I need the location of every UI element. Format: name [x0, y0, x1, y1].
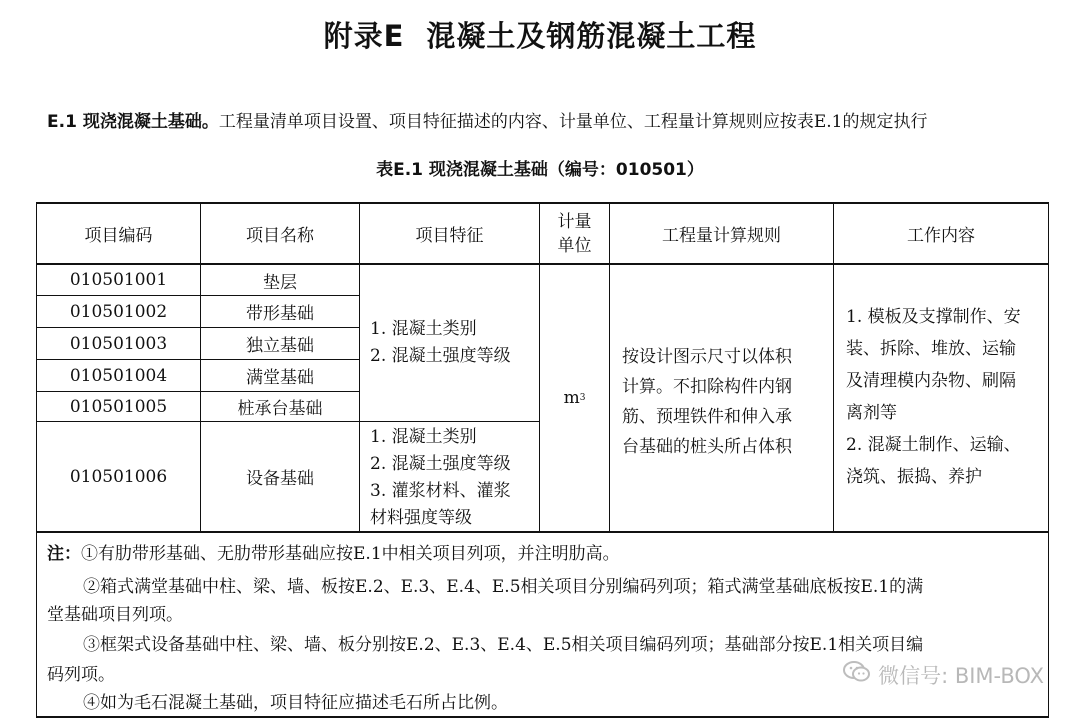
- table-row-code: 010501005: [69, 396, 168, 417]
- wechat-icon: [842, 659, 872, 690]
- feature-group-b: 1. 混凝土类别 2. 混凝土强度等级 3. 灌浆材料、灌浆 材料强度等级: [370, 427, 511, 528]
- work-content: 1. 模板及支撑制作、安 装、拆除、堆放、运输 及清理模内杂物、刷隔 离剂等 2. 混凝土制作、运输、 浇筑、振捣、养护: [846, 307, 1021, 487]
- table-row-code: 010501004: [69, 365, 168, 386]
- table-row-name: 设备基础: [246, 469, 314, 489]
- header-work: 工作内容: [907, 226, 975, 246]
- watermark: [842, 659, 1044, 690]
- table-row-name: 垫层: [263, 272, 297, 293]
- intro-lead: E.1 现浇混凝土基础。: [47, 112, 219, 132]
- note-line-6: ④如为毛石混凝土基础，项目特征应描述毛石所占比例。: [83, 693, 508, 713]
- note-line-5: 码列项。: [47, 665, 115, 685]
- table-caption: 表E.1 现浇混凝土基础（编号：010501）: [376, 160, 704, 180]
- header-unit: 计量 单位: [557, 211, 592, 256]
- note-line-3: 堂基础项目列项。: [47, 605, 183, 625]
- intro-paragraph: [47, 107, 927, 132]
- header-code: 项目编码: [84, 226, 153, 246]
- table-row-code: 010501001: [69, 270, 168, 290]
- table-row-name: 带形基础: [246, 304, 314, 324]
- table-row-code: 010501003: [69, 333, 168, 354]
- intro-text: 工程量清单项目设置、项目特征描述的内容、计量单位、工程量计算规则应按表E.1的规定执行: [218, 112, 928, 132]
- page-title: 附录E 混凝土及钢筋混凝土工程: [323, 19, 757, 53]
- watermark-text: 微信号: BIM-BOX: [878, 663, 1044, 688]
- table-row-code: 010501006: [69, 466, 168, 487]
- note-line-2: ②箱式满堂基础中柱、梁、墙、板按E.2、E.3、E.4、E.5相关项目分别编码列项；箱式满堂基础底板按E.1的满: [83, 577, 924, 597]
- header-feature: 项目特征: [415, 226, 484, 246]
- table-row-name: 满堂基础: [246, 368, 314, 388]
- header-rule: 工程量计算规则: [662, 226, 781, 246]
- note-line-4: ③框架式设备基础中柱、梁、墙、板分别按E.2、E.3、E.4、E.5相关项目编码列项；基础部分按E.1相关项目编: [83, 635, 924, 655]
- calculation-rule: 按设计图示尺寸以体积 计算。不扣除构件内钢 筋、预埋铁件和伸入承 台基础的桩头所占体积: [622, 347, 792, 457]
- header-name: 项目名称: [246, 226, 314, 246]
- note-line-1: 注：①有肋带形基础、无肋带形基础应按E.1中相关项目列项，并注明肋高。: [47, 544, 620, 564]
- table-row-name: 桩承台基础: [237, 399, 323, 419]
- table-row-code: 010501002: [69, 301, 168, 322]
- table-row-name: 独立基础: [246, 336, 314, 356]
- feature-group-a: 1. 混凝土类别 2. 混凝土强度等级: [370, 319, 511, 366]
- unit-value: m 3: [563, 388, 586, 408]
